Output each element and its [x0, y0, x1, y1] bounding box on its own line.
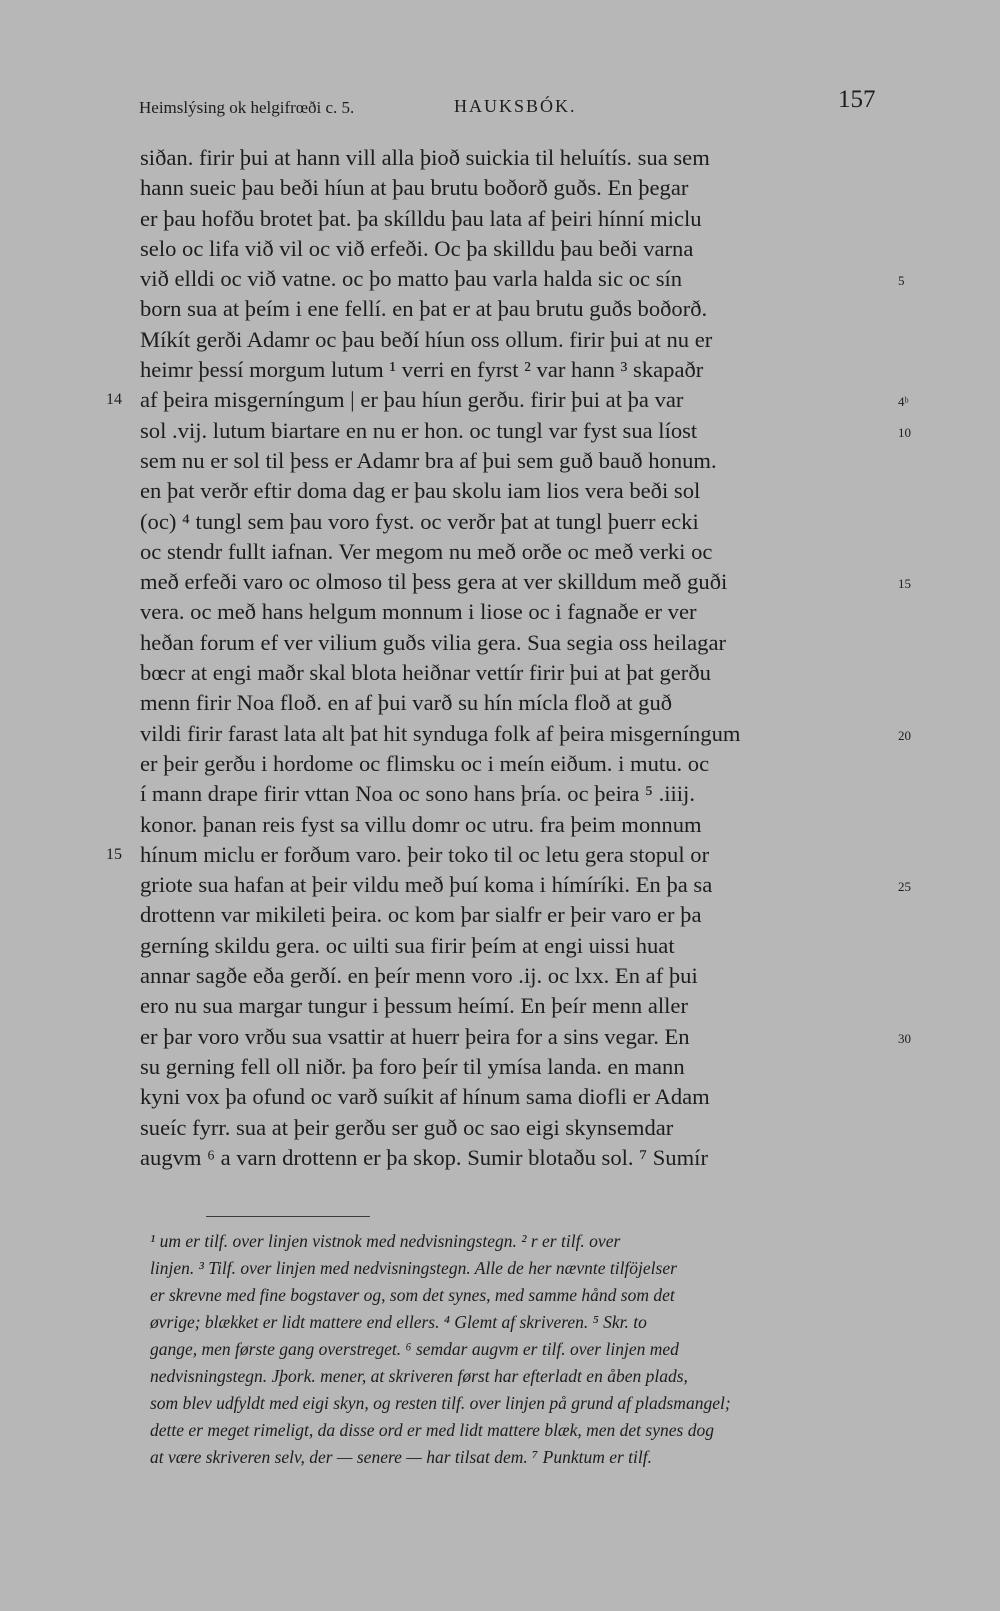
- text-line-content: með erfeði varo oc olmoso til þess gera at ver skilldum með guði: [140, 569, 728, 595]
- text-line-content: Míkít gerði Adamr oc þau beðí híun oss ollum. firir þui at nu er: [140, 326, 713, 352]
- text-line-content: en þat verðr eftir doma dag er þau skolu iam lios vera beði sol: [140, 478, 701, 504]
- text-line: [140, 900, 900, 930]
- text-line-content: griote sua hafan at þeir vildu með þuí koma i hímíríki. En þa sa: [140, 872, 713, 898]
- text-line-content: ero nu sua margar tungur i þessum heímí. En þeír menn aller: [140, 993, 688, 1019]
- text-line: [106, 840, 900, 870]
- text-line: [140, 870, 911, 900]
- footnote-rule: [206, 1216, 370, 1217]
- text-line: [140, 1022, 911, 1052]
- text-line-content: er þau hofðu brotet þat. þa skílldu þau lata af þeiri hínní miclu: [140, 205, 702, 231]
- text-line-content: kyni vox þa ofund oc varð suíkit af hínum sama diofli er Adam: [140, 1084, 710, 1110]
- text-line: [140, 597, 900, 627]
- line-number: 10: [898, 424, 911, 440]
- footnotes: [150, 1228, 900, 1471]
- text-line: [140, 143, 900, 173]
- text-line: [140, 749, 900, 779]
- text-line: [140, 628, 900, 658]
- text-line-content: heðan forum ef ver vilium guðs vilia gera. Sua segia oss heilagar: [140, 629, 727, 655]
- text-line: [140, 779, 900, 809]
- text-line-content: siðan. firir þui at hann vill alla þioð suickia til heluítís. sua sem: [140, 145, 710, 170]
- text-line: [140, 1113, 900, 1143]
- line-number: 20: [898, 727, 911, 743]
- text-line: [140, 810, 900, 840]
- text-line-content: oc stendr fullt iafnan. Ver megom nu með orðe oc með verki oc: [140, 538, 713, 564]
- text-line: [140, 991, 900, 1021]
- line-number: 25: [898, 879, 911, 895]
- line-number: 5: [898, 273, 905, 289]
- text-line-content: hann sueic þau beði híun at þau brutu boðorð guðs. En þegar: [140, 175, 689, 201]
- running-head-title: Heimslýsing ok helgifrœði c. 5.: [139, 98, 355, 117]
- running-head: [0, 86, 1000, 126]
- text-line: [140, 325, 900, 355]
- footnote-line: nedvisningstegn. Jþork. mener, at skriveren først har efterladt en åben plads,: [150, 1366, 688, 1386]
- text-line: [140, 294, 900, 324]
- text-line-content: (oc) ⁴ tungl sem þau voro fyst. oc verðr þat at tungl þuerr ecki: [140, 508, 699, 534]
- text-line-content: vera. oc með hans helgum monnum i liose oc i fagnaðe er ver: [140, 599, 697, 625]
- text-line-content: er þar voro vrðu sua vsattir at huerr þeira for a sins vegar. En: [140, 1023, 690, 1049]
- text-line-content: gerníng skildu gera. oc uilti sua firir þeím at engi uissi huat: [140, 932, 675, 958]
- text-line: [140, 931, 900, 961]
- text-line-content: augvm ⁶ a varn drottenn er þa skop. Sumir blotaðu sol. ⁷ Sumír: [140, 1144, 708, 1170]
- text-line: [140, 264, 905, 294]
- text-line-content: konor. þanan reis fyst sa villu domr oc utru. fra þeim monnum: [140, 811, 702, 837]
- text-line: [140, 688, 900, 718]
- text-line: [140, 961, 900, 991]
- line-number: 15: [898, 576, 911, 592]
- text-line: [140, 416, 911, 446]
- text-line: [140, 1052, 900, 1082]
- text-line: [140, 1143, 900, 1173]
- footnote-line: linjen. ³ Tilf. over linjen med nedvisningstegn. Alle de her nævnte tilföjelser: [150, 1258, 677, 1278]
- text-line: [140, 204, 900, 234]
- text-line-content: su gerning fell oll niðr. þa foro þeír til ymísa landa. en mann: [140, 1053, 685, 1079]
- manuscript-leaf-number: 15: [106, 845, 122, 863]
- text-line: [140, 567, 911, 597]
- text-line: [140, 507, 900, 537]
- text-line-content: drottenn var mikileti þeira. oc kom þar sialfr er þeir varo er þa: [140, 902, 702, 928]
- main-text: [106, 143, 911, 1173]
- text-line-content: sueíc fyrr. sua at þeir gerðu ser guð oc sao eigi skynsemdar: [140, 1114, 674, 1140]
- text-line-content: sem nu er sol til þess er Adamr bra af þui sem guð bauð honum.: [140, 447, 717, 473]
- line-number: 30: [898, 1030, 911, 1046]
- text-line: [140, 446, 900, 476]
- footnote-line: øvrige; blækket er lidt mattere end ellers. ⁴ Glemt af skriveren. ⁵ Skr. to: [150, 1312, 647, 1332]
- text-line-content: annar sagðe eða gerðí. en þeír menn voro .ij. oc lxx. En af þui: [140, 963, 698, 989]
- text-line-content: heimr þessí morgum lutum ¹ verri en fyrst ² var hann ³ skapaðr: [140, 357, 704, 383]
- page-number: 157: [838, 86, 876, 113]
- text-line-content: af þeira misgerníngum | er þau híun gerðu. firir þui at þa var: [140, 387, 684, 413]
- footnote-line: er skrevne med fine bogstaver og, som det synes, med samme hånd som det: [150, 1285, 675, 1305]
- text-line-content: vildi firir farast lata alt þat hit synduga folk af þeira misgerníngum: [140, 720, 741, 746]
- text-line-content: er þeir gerðu i hordome oc flimsku oc i meín eiðum. i mutu. oc: [140, 750, 710, 776]
- text-line-content: selo oc lifa við vil oc við erfeði. Oc þa skilldu þau beði varna: [140, 235, 694, 261]
- footnote-line: gange, men første gang overstreget. ⁶ semdar augvm er tilf. over linjen med: [150, 1339, 679, 1359]
- footnote-line: som blev udfyldt med eigi skyn, og resten tilf. over linjen på grund af pladsmangel;: [150, 1393, 731, 1413]
- text-line: [140, 476, 900, 506]
- text-line: [140, 719, 911, 749]
- text-line: [140, 234, 900, 264]
- running-head-book: HAUKSBÓK.: [454, 96, 577, 116]
- footnote-line: at være skriveren selv, der — senere — har tilsat dem. ⁷ Punktum er tilf.: [150, 1447, 652, 1467]
- text-line-content: menn firir Noa floð. en af þui varð su hín mícla floð at guð: [140, 690, 673, 716]
- text-line-content: bœcr at engi maðr skal blota heiðnar vettír firir þui at þat gerðu: [140, 660, 711, 686]
- text-line: [140, 537, 900, 567]
- line-number: 4ᵇ: [898, 394, 909, 410]
- text-line: [140, 173, 900, 203]
- text-line: [140, 355, 900, 385]
- text-line: [140, 1082, 900, 1112]
- text-line-content: sol .vij. lutum biartare en nu er hon. oc tungl var fyst sua líost: [140, 417, 698, 443]
- manuscript-leaf-number: 14: [106, 391, 122, 409]
- text-line: [140, 658, 900, 688]
- footnote-line: dette er meget rimeligt, da disse ord er med lidt mattere blæk, men det synes dog: [150, 1420, 714, 1440]
- text-line-content: born sua at þeím i ene fellí. en þat er at þau brutu guðs boðorð.: [140, 296, 708, 322]
- text-line-content: í mann drape firir vttan Noa oc sono hans þría. oc þeira ⁵ .iiij.: [140, 781, 695, 807]
- text-line: [106, 385, 909, 415]
- text-line-content: hínum miclu er forðum varo. þeir toko til oc letu gera stopul or: [140, 841, 710, 867]
- footnote-line: ¹ um er tilf. over linjen vistnok med nedvisningstegn. ² r er tilf. over: [150, 1231, 621, 1251]
- text-line-content: við elldi oc við vatne. oc þo matto þau varla halda sic oc sín: [140, 266, 683, 292]
